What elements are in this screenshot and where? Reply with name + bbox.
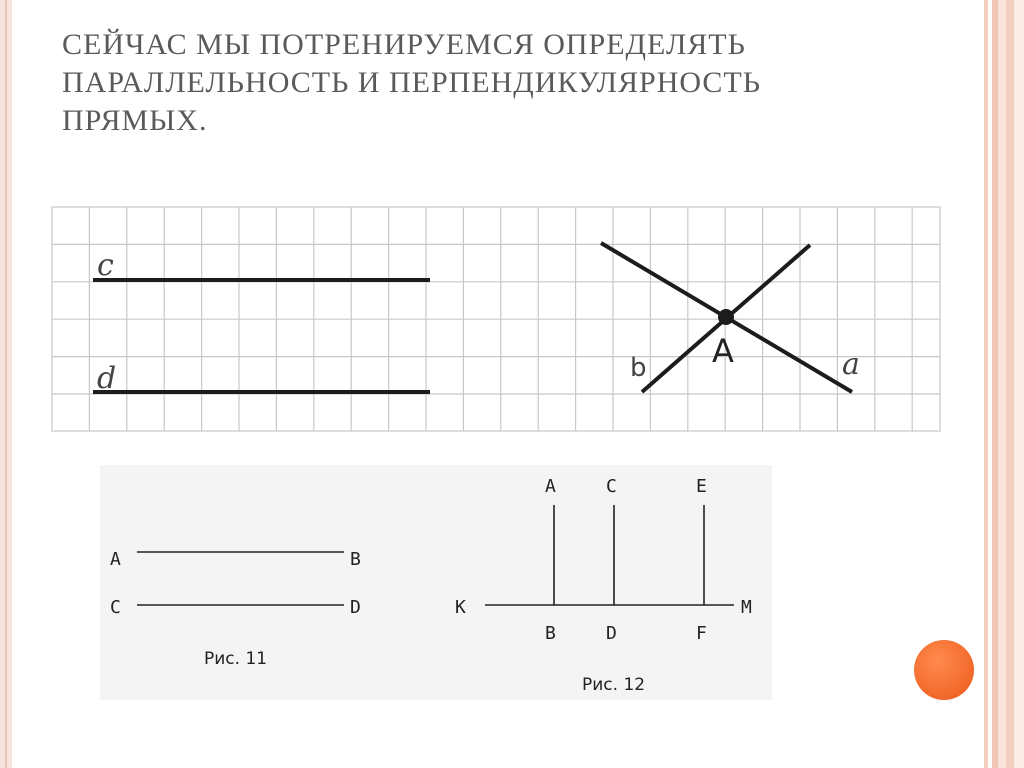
fig12-label-m: M	[741, 597, 752, 618]
title-line-2: ПАРАЛЛЕЛЬНОСТЬ И ПЕРПЕНДИКУЛЯРНОСТЬ	[62, 66, 761, 99]
fig12-label-b: B	[545, 623, 556, 644]
label-d: d	[97, 361, 117, 396]
label-c: c	[97, 248, 114, 283]
fig12-label-a: A	[545, 476, 556, 497]
orange-circle-decor	[914, 640, 974, 700]
fig12-label-k: K	[455, 597, 466, 618]
title-line-1: СЕЙЧАС МЫ ПОТРЕНИРУЕМСЯ ОПРЕДЕЛЯТЬ	[62, 28, 746, 61]
fig12-label-c: C	[606, 476, 617, 497]
fig12-label-e: E	[696, 476, 707, 497]
label-line-a: a	[842, 347, 860, 382]
fig11-label-b: B	[350, 549, 361, 570]
label-line-b: b	[630, 353, 647, 383]
label-point-a: A	[712, 332, 734, 370]
fig11-label-a: A	[110, 549, 121, 570]
fig11-label-d: D	[350, 597, 361, 618]
fig11-label-c: C	[110, 597, 121, 618]
intersection-point	[718, 309, 734, 325]
fig12-caption: Рис. 12	[582, 675, 646, 695]
fig12-label-d: D	[606, 623, 617, 644]
grid-figure	[52, 207, 940, 431]
figures-panel	[100, 465, 772, 700]
fig12-label-f: F	[696, 623, 707, 644]
fig11-caption: Рис. 11	[204, 649, 268, 669]
title-line-3: ПРЯМЫХ.	[62, 104, 208, 137]
